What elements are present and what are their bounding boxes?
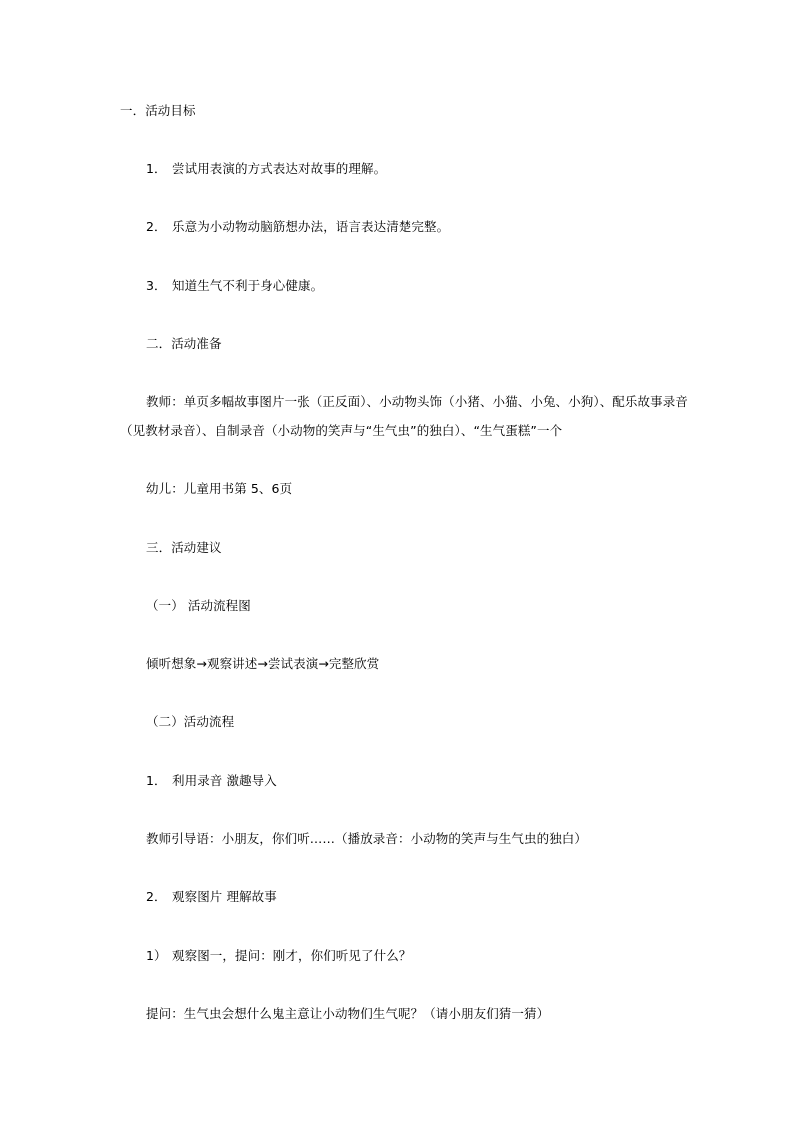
goal-text: 尝试用表演的方式表达对故事的理解。 [172,161,387,176]
step-number: 1． [146,773,167,788]
goal-number: 2． [146,219,167,234]
step-1-description: 教师引导语：小朋友，你们听……（播放录音：小动物的笑声与生气虫的独白） [146,831,588,846]
goal-number: 1． [146,161,167,176]
section-heading-goals: 一．活动目标 [120,103,196,118]
section-heading-preparation: 二．活动准备 [146,336,222,351]
step-2-heading [146,889,277,905]
goal-item-1 [146,161,386,177]
question-text: 观察图一，提问：刚才，你们听见了什么？ [172,948,412,963]
child-preparation: 幼儿：儿童用书第 5、6页 [146,481,293,496]
question-number: 1） [146,948,167,963]
subheading-flowchart: （一） 活动流程图 [146,598,251,613]
goal-text: 知道生气不利于身心健康。 [172,278,324,293]
teacher-preparation-line-1: 教师：单页多幅故事图片一张（正反面）、小动物头饰（小猪、小猫、小兔、小狗）、配乐故事录音 [146,394,688,409]
goal-item-3 [146,278,323,294]
step-text: 利用录音 激趣导入 [172,773,277,788]
question-2: 提问：生气虫会想什么鬼主意让小动物们生气呢？（请小朋友们猜一猜） [146,1006,550,1021]
goal-number: 3． [146,278,167,293]
step-1-heading [146,773,277,789]
section-heading-suggestions: 三．活动建议 [146,540,222,555]
flow-sequence: 倾听想象→观察讲述→尝试表演→完整欣赏 [146,656,380,671]
subheading-process: （二）活动流程 [146,714,235,729]
step-text: 观察图片 理解故事 [172,889,277,904]
goal-text: 乐意为小动物动脑筋想办法，语言表达清楚完整。 [172,219,450,234]
goal-item-2 [146,219,449,235]
teacher-preparation-line-2: （见教材录音）、自制录音（小动物的笑声与“生气虫”的独白）、“生气蛋糕”一个 [120,423,563,438]
step-number: 2． [146,889,167,904]
question-1 [146,948,411,964]
